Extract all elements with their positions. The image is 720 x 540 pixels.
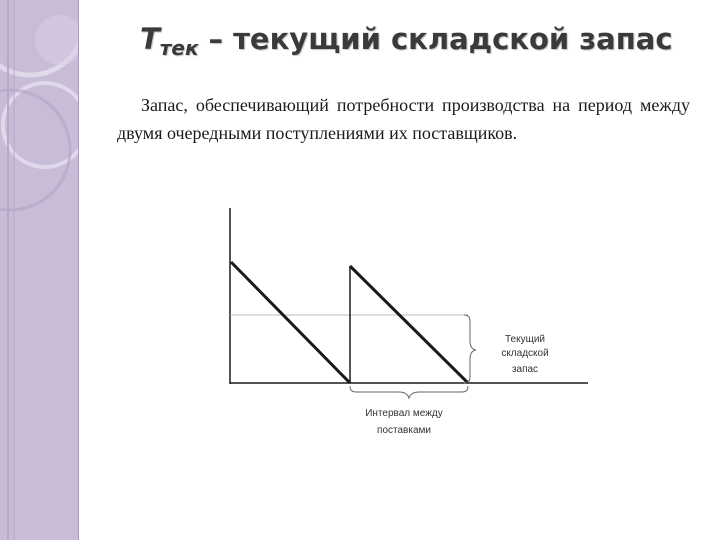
stock-label-line-1: Текущий [505,334,545,345]
title-text: – текущий складской запас [208,22,673,56]
definition-text: Запас, обеспечивающий потребности производства на период между двумя очередными поступлениями их поставщиков. [117,95,690,143]
interval-label-line-2: поставками [377,425,431,436]
stock-decline-1 [231,262,350,383]
title-subscript: тек [159,36,199,60]
interval-label-line-1: Интервал между [365,408,443,419]
interval-brace [350,386,468,398]
stock-decline-2 [350,266,468,383]
stock-brace [464,315,476,383]
stock-label-line-2: складской [501,348,549,359]
title-symbol: T [140,22,160,56]
stock-label-line-3: запас [511,364,539,375]
